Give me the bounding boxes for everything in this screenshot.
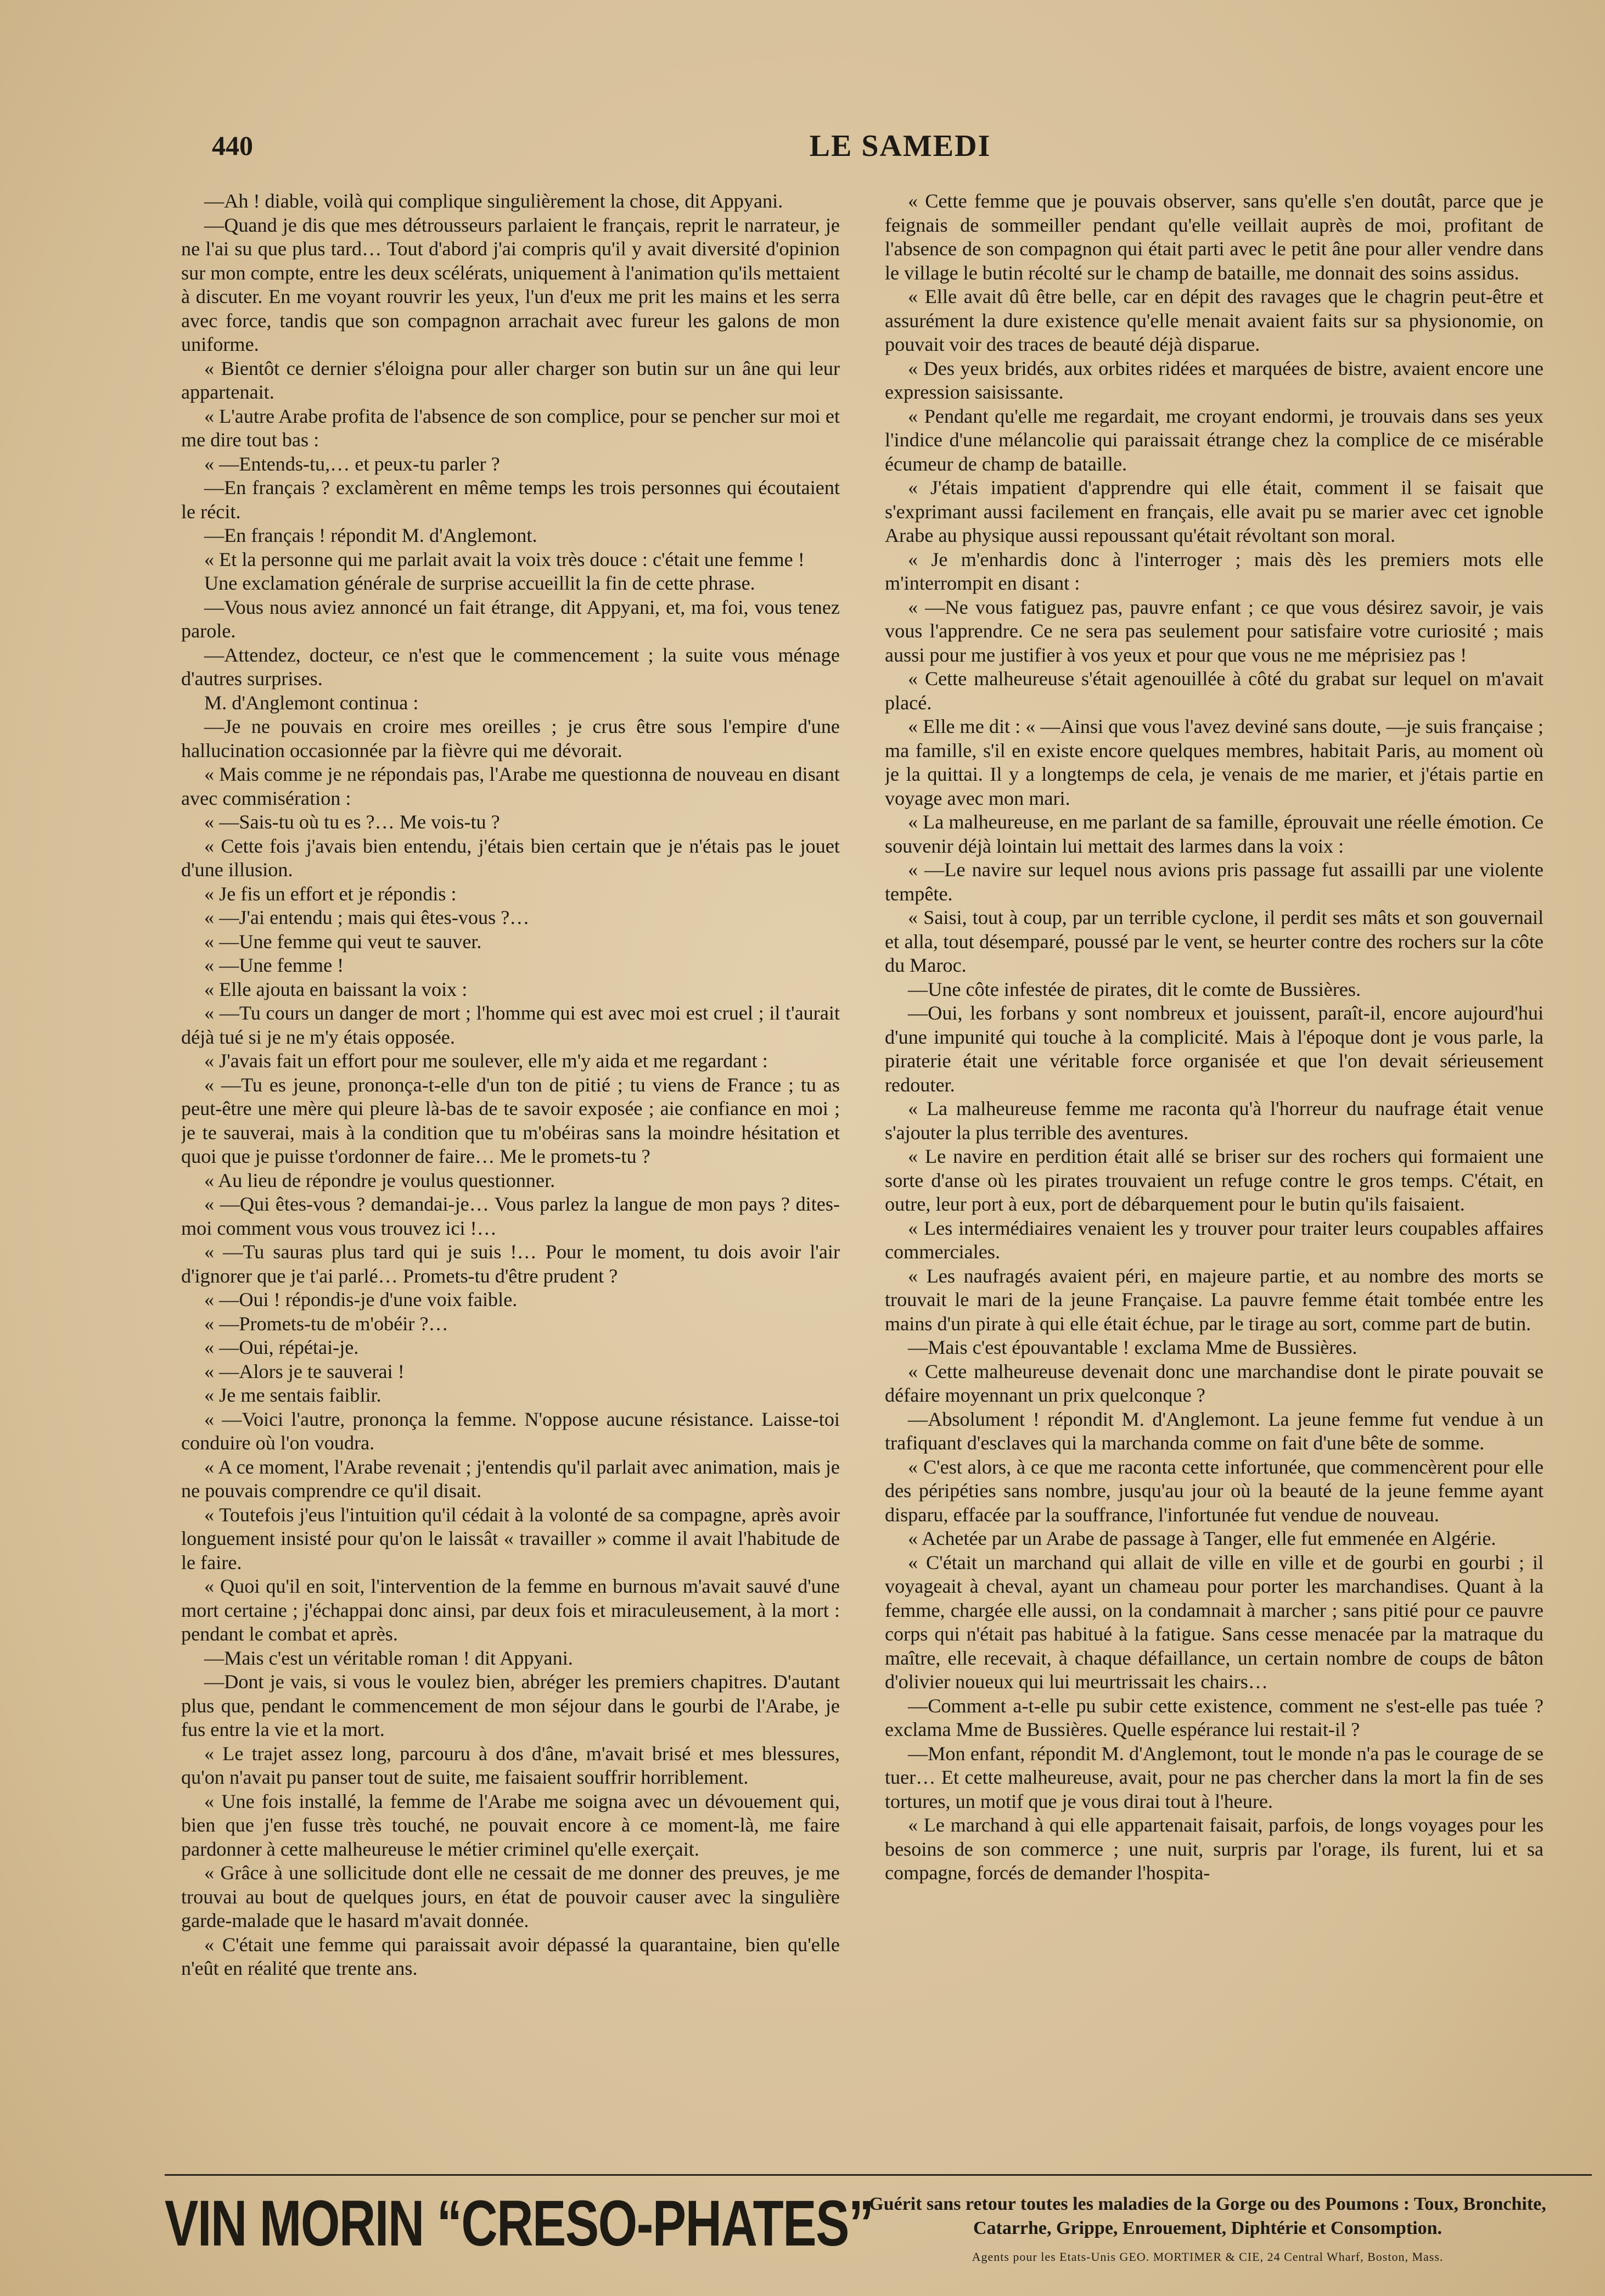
paragraph: « Saisi, tout à coup, par un terrible cyclone, il perdit ses mâts et son gouvernail et alla, tout désemparé, poussé par le vent, se heurter contre des rochers sur la côte du Maroc.	[885, 906, 1544, 976]
paragraph: « —Promets-tu de m'obéir ?…	[204, 1312, 448, 1335]
paragraph: « J'étais impatient d'apprendre qui elle était, comment il se faisait que s'exprimant aussi facilement en français, elle avait pu se marier avec cet ignoble Arabe au physique aussi repoussant qu'était révoltant son moral.	[885, 477, 1544, 546]
paragraph: —Attendez, docteur, ce n'est que le commencement ; la suite vous ménage d'autres surprises.	[181, 643, 840, 690]
paragraph: —Ah ! diable, voilà qui complique singulièrement la chose, dit Appyani.	[204, 190, 783, 212]
paragraph: « Le trajet assez long, parcouru à dos d'âne, m'avait brisé et mes blessures, qu'on n'avait pu panser tout de suite, me faisaient souffrir horriblement.	[181, 1742, 840, 1788]
advertisement	[165, 2182, 1592, 2276]
paragraph: « —Tu sauras plus tard qui je suis !… Pour le moment, tu dois avoir l'air d'ignorer que je t'ai parlé… Promets-tu d'être prudent ?	[181, 1241, 840, 1287]
paragraph: « Toutefois j'eus l'intuition qu'il cédait à la volonté de sa compagne, après avoir longuement insisté pour qu'on le laissât « travailler » comme il avait l'habitude de le faire.	[181, 1503, 840, 1573]
paragraph: « A ce moment, l'Arabe revenait ; j'entendis qu'il parlait avec animation, mais je ne pouvais comprendre ce qu'il disait.	[181, 1455, 840, 1502]
paragraph: —Mon enfant, répondit M. d'Anglemont, tout le monde n'a pas le courage de se tuer… Et cette malheureuse, avait, pour ne pas chercher dans la mort la fin de ses tortures, un motif que je vous dirai tout à l'heure.	[885, 1742, 1544, 1812]
paragraph: « Les intermédiaires venaient les y trouver pour traiter leurs coupables affaires commerciales.	[885, 1217, 1544, 1263]
paragraph: « Le marchand à qui elle appartenait faisait, parfois, de longs voyages pour les besoins de son commerce ; une nuit, surpris par l'orage, ils furent, lui et sa compagne, forcés de demander l'hospita-	[885, 1814, 1544, 1884]
paragraph: « Cette malheureuse devenait donc une marchandise dont le pirate pouvait se défaire moyennant un prix quelconque ?	[885, 1360, 1544, 1406]
paragraph: « Cette fois j'avais bien entendu, j'étais bien certain que je n'étais pas le jouet d'une illusion.	[181, 835, 840, 881]
advertisement-agents: Agents pour les Etats-Unis GEO. MORTIMER & CIE, 24 Central Wharf, Boston, Mass.	[972, 2250, 1444, 2264]
running-title: LE SAMEDI	[809, 129, 991, 163]
paragraph: —Quand je dis que mes détrousseurs parlaient le français, reprit le narrateur, je ne l'ai su que plus tard… Tout d'abord j'ai compris qu'il y avait diversité d'opinion sur mon compte, entre les deux scélérats, uniquement à l'animation qu'ils mettaient à discuter. En me voyant rouvrir les yeux, l'un d'eux me prit les mains et les serra avec force, tandis que son compagnon arrachait avec fureur les galons de mon uniforme.	[181, 214, 840, 355]
paragraph: —Mais c'est un véritable roman ! dit Appyani.	[204, 1647, 573, 1669]
paragraph: « Mais comme je ne répondais pas, l'Arabe me questionna de nouveau en disant avec commisération :	[181, 763, 840, 809]
paragraph: « Cette malheureuse s'était agenouillée à côté du grabat sur lequel on m'avait placé.	[885, 668, 1544, 714]
paragraph: « Grâce à une sollicitude dont elle ne cessait de me donner des preuves, je me trouvai au bout de quelques jours, en état de pouvoir causer avec la singulière garde-malade que le hasard m'avait donnée.	[181, 1862, 840, 1931]
paragraph: « —Une femme !	[204, 954, 344, 976]
paragraph: « C'était un marchand qui allait de ville en ville et de gourbi en gourbi ; il voyageait à cheval, ayant un chameau pour porter les marchandises. Quant à la femme, chargée elle aussi, on la condamnait à marcher ; sans pitié pour ce pauvre corps qui n'était pas habitué à la fatigue. Sans cesse menacée par la matraque du maître, elle recevait, à chaque défaillance, un certain nombre de coups de bâton d'olivier noueux qui lui meurtrissait les chairs…	[885, 1551, 1544, 1693]
paragraph: « Elle ajouta en baissant la voix :	[204, 978, 468, 1000]
paragraph: « —J'ai entendu ; mais qui êtes-vous ?…	[204, 906, 530, 928]
paragraph: « —Oui ! répondis-je d'une voix faible.	[204, 1289, 518, 1311]
paragraph: « Je me sentais faiblir.	[204, 1384, 381, 1406]
paragraph: « L'autre Arabe profita de l'absence de son complice, pour se pencher sur moi et me dire tout bas :	[181, 405, 840, 451]
paragraph: « Et la personne qui me parlait avait la voix très douce : c'était une femme !	[204, 548, 805, 570]
paragraph: « —Entends-tu,… et peux-tu parler ?	[204, 452, 500, 475]
paragraph: —Une côte infestée de pirates, dit le comte de Bussières.	[908, 978, 1361, 1000]
paragraph: « La malheureuse femme me raconta qu'à l'horreur du naufrage était venue s'ajouter la plus terrible des aventures.	[885, 1097, 1544, 1144]
paragraph: —En français ! répondit M. d'Anglemont.	[204, 524, 537, 546]
paragraph: « Au lieu de répondre je voulus questionner.	[204, 1169, 555, 1191]
paragraph: —Comment a-t-elle pu subir cette existence, comment ne s'est-elle pas tuée ? exclama Mme de Bussières. Quelle espérance lui restait-il ?	[885, 1694, 1544, 1740]
paragraph: « C'est alors, à ce que me raconta cette infortunée, que commencèrent pour elle des péripéties sans nombre, jusqu'au jour où la beauté de la jeune femme ayant disparu, effacée par la souffrance, l'infortunée fut vendue de nouveau.	[885, 1455, 1544, 1526]
paragraph: « Elle avait dû être belle, car en dépit des ravages que le chagrin peut-être et assurément la dure existence qu'elle menait avaient faits sur sa physionomie, on pouvait voir des traces de beauté déjà disparue.	[885, 285, 1544, 355]
paragraph: —Vous nous aviez annoncé un fait étrange, dit Appyani, et, ma foi, vous tenez parole.	[181, 596, 840, 642]
paragraph: « Des yeux bridés, aux orbites ridées et marquées de bistre, avaient encore une expression saisissante.	[885, 357, 1544, 403]
paragraph: « Je m'enhardis donc à l'interroger ; mais dès les premiers mots elle m'interrompit en disant :	[885, 548, 1544, 594]
advertisement-claim: Guérit sans retour toutes les maladies de la Gorge ou des Poumons : Toux, Bronchite, Catarrhe, Grippe, Enrouement, Diphtérie et Consomption.	[869, 2194, 1546, 2238]
paragraph: « —Tu es jeune, prononça-t-elle d'un ton de pitié ; tu viens de France ; tu as peut-être une mère qui pleure là-bas de te savoir exposée ; aie confiance en moi ; je te sauverai, mais à la condition que tu m'obéiras sans la moindre hésitation et quoi que je puisse t'ordonner de faire… Me le promets-tu ?	[181, 1073, 840, 1167]
paragraph: « J'avais fait un effort pour me soulever, elle m'y aida et me regardant :	[204, 1050, 768, 1072]
paragraph: « —Alors je te sauverai !	[204, 1360, 405, 1382]
paragraph: « Elle me dit : « —Ainsi que vous l'avez deviné sans doute, —je suis française ; ma famille, s'il en existe encore quelques membres, habitait Paris, au moment où je la quittai. Il y a longtemps de cela, je venais de me marier, et j'étais partie en voyage avec mon mari.	[885, 715, 1544, 809]
paragraph: « Achetée par un Arabe de passage à Tanger, elle fut emmenée en Algérie.	[908, 1527, 1496, 1549]
paragraph: « —Tu cours un danger de mort ; l'homme qui est avec moi est cruel ; il t'aurait déjà tué si je ne m'y étais opposée.	[181, 1002, 840, 1048]
paragraph: —Oui, les forbans y sont nombreux et jouissent, paraît-il, encore aujourd'hui d'une impunité qui touche à la complicité. Mais à l'époque dont je vous parle, la piraterie était une véritable force organisée et que l'on devait sérieusement redouter.	[885, 1002, 1544, 1096]
paragraph: « Quoi qu'il en soit, l'intervention de la femme en burnous m'avait sauvé d'une mort certaine ; j'échappai donc ainsi, par deux fois et miraculeusement, à la mort : pendant le combat et après.	[181, 1575, 840, 1645]
paragraph: Une exclamation générale de surprise accueillit la fin de cette phrase.	[204, 572, 755, 594]
paragraph: « Bientôt ce dernier s'éloigna pour aller charger son butin sur un âne qui leur appartenait.	[181, 357, 840, 403]
paragraph: « —Sais-tu où tu es ?… Me vois-tu ?	[204, 811, 500, 833]
paragraph: « —Le navire sur lequel nous avions pris passage fut assailli par une violente tempête.	[885, 859, 1544, 905]
paragraph: « —Oui, répétai-je.	[204, 1336, 359, 1358]
paragraph: « —Ne vous fatiguez pas, pauvre enfant ; ce que vous désirez savoir, je vais vous l'apprendre. Ce ne sera pas seulement pour satisfaire votre curiosité ; mais aussi pour me justifier à vos yeux et pour que vous ne me méprisiez pas !	[885, 596, 1544, 666]
page-header	[209, 126, 1592, 170]
paragraph: « Cette femme que je pouvais observer, sans qu'elle s'en doutât, parce que je feignais de sommeiller pendant qu'elle veillait auprès de moi, profitant de l'absence de son compagnon qui était parti avec le petit âne pour aller vendre dans le village le butin récolté sur le champ de bataille, me donnait des soins assidus.	[885, 190, 1544, 284]
paragraph: « Je fis un effort et je répondis :	[204, 882, 457, 905]
left-column	[181, 189, 840, 2171]
paragraph: M. d'Anglemont continua :	[204, 691, 419, 714]
paragraph: « —Une femme qui veut te sauver.	[204, 930, 482, 953]
paragraph: —Je ne pouvais en croire mes oreilles ; je crus être sous l'empire d'une hallucination occasionnée par la fièvre qui me dévorait.	[181, 715, 840, 761]
paragraph: « Une fois installé, la femme de l'Arabe me soigna avec un dévouement qui, bien que j'en fusse très touché, ne pouvait encore à ce moment-là, me faire pardonner à cette malheureuse le métier criminel qu'elle exerçait.	[181, 1790, 840, 1860]
paragraph: —Mais c'est épouvantable ! exclama Mme de Bussières.	[908, 1336, 1357, 1358]
advertisement-divider	[165, 2174, 1592, 2176]
paragraph: « —Qui êtes-vous ? demandai-je… Vous parlez la langue de mon pays ? dites-moi comment vous vous trouvez ici !…	[181, 1193, 840, 1239]
paragraph: —Absolument ! répondit M. d'Anglemont. La jeune femme fut vendue à un trafiquant d'esclaves qui la marchanda comme on fait d'une bête de somme.	[885, 1408, 1544, 1454]
paragraph: —En français ? exclamèrent en même temps les trois personnes qui écoutaient le récit.	[181, 477, 840, 523]
paragraph: « Pendant qu'elle me regardait, me croyant endormi, je trouvais dans ses yeux l'indice d'une mélancolie qui paraissait étrange chez la complice de ce misérable écumeur de champ de bataille.	[885, 405, 1544, 475]
paragraph: « Les naufragés avaient péri, en majeure partie, et au nombre des morts se trouvait le mari de la jeune Française. La pauvre femme était tombée entre les mains d'un pirate à qui elle était échue, par le tirage au sort, comme part de butin.	[885, 1264, 1544, 1335]
paragraph: « C'était une femme qui paraissait avoir dépassé la quarantaine, bien qu'elle n'eût en réalité que trente ans.	[181, 1933, 840, 1979]
paragraph: « Le navire en perdition était allé se briser sur des rochers qui formaient une sorte d'anse où les pirates trouvaient un refuge contre le gros temps. C'était, en outre, leur port à eux, port de débarquement pour le butin qu'ils faisaient.	[885, 1145, 1544, 1215]
paragraph: « —Voici l'autre, prononça la femme. N'oppose aucune résistance. Laisse-toi conduire où l'on voudra.	[181, 1408, 840, 1454]
right-column	[885, 189, 1544, 2171]
paragraph: —Dont je vais, si vous le voulez bien, abréger les premiers chapitres. D'autant plus que, pendant le commencement de mon séjour dans le gourbi de l'Arabe, je fus entre la vie et la mort.	[181, 1671, 840, 1740]
advertisement-brand: VIN MORIN “CRESO-PHATES”	[165, 2187, 873, 2260]
paragraph: « La malheureuse, en me parlant de sa famille, éprouvait une réelle émotion. Ce souvenir déjà lointain lui mettait des larmes dans la voix :	[885, 811, 1544, 857]
page-number: 440	[212, 130, 253, 161]
